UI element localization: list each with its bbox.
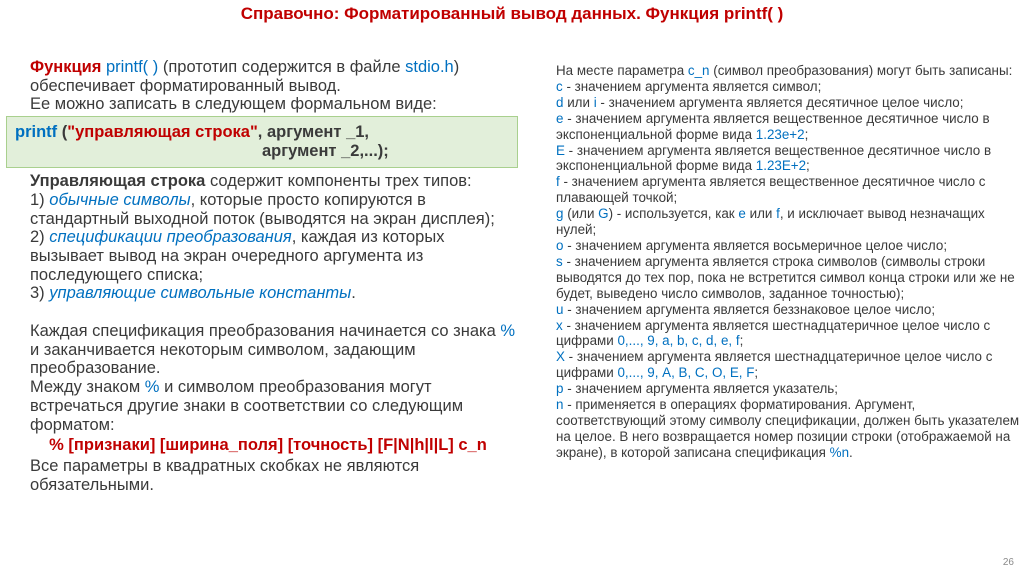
spec-e-end: ; xyxy=(804,126,809,142)
spec-f xyxy=(532,174,1020,206)
spec-n xyxy=(532,397,1020,461)
spec-X xyxy=(532,349,1020,381)
item-1-num: 1) xyxy=(30,190,45,209)
spec-g-or: или xyxy=(749,206,773,222)
intro-text-1: (прототип содержится в файле xyxy=(162,58,401,76)
spec-p xyxy=(532,381,1020,397)
right-head xyxy=(532,63,1020,79)
spec-f-text: - значением аргумента является вещественное десятичное число с плавающей точкой; xyxy=(556,174,986,206)
spec-x xyxy=(532,318,1020,350)
item-1-text: , которые просто копируются в стандартный выходной поток (выводятся на экран дисплея); xyxy=(30,190,495,228)
item-2-term: спецификации преобразования xyxy=(49,228,292,247)
spec-c-text: - значением аргумента является символ; xyxy=(566,78,822,94)
format-line: % [признаки] [ширина_поля] [точность] [F|N|h|l|L] c_n xyxy=(49,436,487,455)
head-text-b: (символ преобразования) могут быть записаны: xyxy=(713,63,1013,78)
spec-s xyxy=(532,254,1020,302)
spacer xyxy=(6,303,518,322)
spec1-percent: % xyxy=(500,322,516,341)
spec-o-text: - значением аргумента является восьмеричное целое число; xyxy=(567,237,948,253)
spec-p-text: - значением аргумента является указатель; xyxy=(567,381,838,397)
spec-u-key: u xyxy=(556,301,564,317)
item-3 xyxy=(6,284,518,303)
item-1 xyxy=(6,191,518,228)
spec-x-digits: 0,..., 9, a, b, c, d, e, f xyxy=(617,333,740,349)
spec-paragraph-2 xyxy=(6,378,518,434)
spec-d-i xyxy=(532,95,1020,111)
item-3-text: . xyxy=(351,284,356,303)
head-text-a: На месте параметра xyxy=(556,63,685,78)
spec2-text-b: и символом преобразования могут встречаться другие знаки в соответствии со следующим форматом: xyxy=(30,378,464,434)
ctrl-rest: содержит компоненты трех типов: xyxy=(209,172,472,191)
item-3-num: 3) xyxy=(30,284,45,303)
spec-X-key: X xyxy=(556,349,565,365)
spec-c xyxy=(532,79,1020,95)
page-number: 26 xyxy=(1002,557,1014,568)
ctrl-bold: Управляющая строка xyxy=(30,172,206,191)
spec2-percent: % xyxy=(144,378,160,397)
head-cn: c_n xyxy=(687,63,710,78)
intro-fn-word: Функция xyxy=(30,58,102,76)
prototype-line-2: аргумент _2,...); xyxy=(262,141,389,160)
spec-s-text: - значением аргумента является строка символов (символы строки выводятся до тех пор, пока не встретится символ конца строки или же не будет, выведено число символов, заданное точностью); xyxy=(556,253,1015,301)
spec-e-example: 1.23e+2 xyxy=(755,126,805,142)
right-column xyxy=(532,63,1020,461)
spec-e xyxy=(532,111,1020,143)
spec-E xyxy=(532,143,1020,175)
spec-g-text-c: , и исключает вывод незначащих нулей; xyxy=(556,206,985,238)
spec-f-key: f xyxy=(556,174,560,190)
item-1-term: обычные символы xyxy=(49,190,191,209)
spec-X-end: ; xyxy=(754,365,759,381)
spec-u xyxy=(532,302,1020,318)
spec-s-key: s xyxy=(556,253,563,269)
spec-G-key: G xyxy=(598,206,609,222)
formal-line: Ее можно записать в следующем формальном виде: xyxy=(30,95,437,114)
spec-c-key: c xyxy=(556,78,563,94)
spec-x-text: - значением аргумента является шестнадцатеричное целое число с цифрами xyxy=(556,317,991,349)
spec-di-text: - значением аргумента является десятичное целое число; xyxy=(600,94,964,110)
spec-d-key: d xyxy=(556,94,564,110)
spec-paragraph-1 xyxy=(6,322,518,378)
spec-n-key: n xyxy=(556,397,564,413)
prototype-line-1 xyxy=(15,123,509,142)
spec-e-key: e xyxy=(556,110,564,126)
spec-g-text-a: (или xyxy=(567,206,595,222)
spec-E-key: E xyxy=(556,142,565,158)
item-2-num: 2) xyxy=(30,228,45,247)
spec2-text-a: Между знаком xyxy=(30,378,141,397)
intro-paragraph xyxy=(6,58,518,95)
spec-g-e-key: e xyxy=(738,206,746,222)
proto-keyword: printf xyxy=(15,123,58,142)
intro-text-2: ) обеспечивает форматированный вывод. xyxy=(30,58,460,95)
spec-X-text: - значением аргумента является шестнадцатеричное целое число с цифрами xyxy=(556,349,993,381)
item-2 xyxy=(6,228,518,284)
spec-u-text: - значением аргумента является беззнаковое целое число; xyxy=(567,301,936,317)
spec-g-key: g xyxy=(556,206,564,222)
spec1-text-b: и заканчивается некоторым символом, задающим преобразование. xyxy=(30,340,416,378)
spec-g-text-b: ) - используется, как xyxy=(608,206,735,222)
spec-o xyxy=(532,238,1020,254)
optional-paragraph: Все параметры в квадратных скобках не являются обязательными. xyxy=(30,456,420,494)
intro-fn-name: printf( ) xyxy=(106,58,159,76)
proto-open: ( xyxy=(61,123,68,142)
item-3-term: управляющие символьные константы xyxy=(49,284,352,303)
intro-file: stdio.h xyxy=(405,58,454,76)
spec1-text-a: Каждая спецификация преобразования начинается со знака xyxy=(30,322,496,341)
spec-n-end: . xyxy=(849,444,853,460)
spec-n-percent-n: %n xyxy=(829,444,850,460)
spec-E-end: ; xyxy=(806,158,810,174)
spec-o-key: o xyxy=(556,237,564,253)
spec-e-text: - значением аргумента является вещественное десятичное число в экспоненциальной форме вида xyxy=(556,110,990,142)
ctrl-paragraph xyxy=(6,172,518,191)
spec-E-example: 1.23E+2 xyxy=(755,158,807,174)
spec-x-key: x xyxy=(556,317,563,333)
proto-string: "управляющая строка" xyxy=(67,123,258,142)
spec-g xyxy=(532,206,1020,238)
slide-title: Справочно: Форматированный вывод данных. Функция printf( ) xyxy=(240,4,784,23)
proto-args-1: , аргумент _1, xyxy=(257,123,370,142)
spec-di-or: или xyxy=(567,94,590,110)
item-2-text: , каждая из которых вызывает вывод на экран очередного аргумента из последующего списка; xyxy=(30,228,445,284)
spec-x-end: ; xyxy=(739,333,744,349)
spec-E-text: - значением аргумента является вещественное десятичное число в экспоненциальной форме вида xyxy=(556,142,992,174)
spec-g-f-key: f xyxy=(776,206,780,222)
spec-p-key: p xyxy=(556,381,564,397)
spec-n-text: - применяется в операциях форматирования. Аргумент, соответствующий этому символу спецификации, должен быть указателем на целое. В него возвращается номер позиции строки (отображаемой на экране), в которой записана спецификация xyxy=(556,397,1020,460)
spec-i-key: i xyxy=(593,94,597,110)
left-column xyxy=(6,58,518,494)
prototype-box xyxy=(6,116,518,168)
spec-X-digits: 0,..., 9, A, B, C, O, E, F xyxy=(617,365,755,381)
